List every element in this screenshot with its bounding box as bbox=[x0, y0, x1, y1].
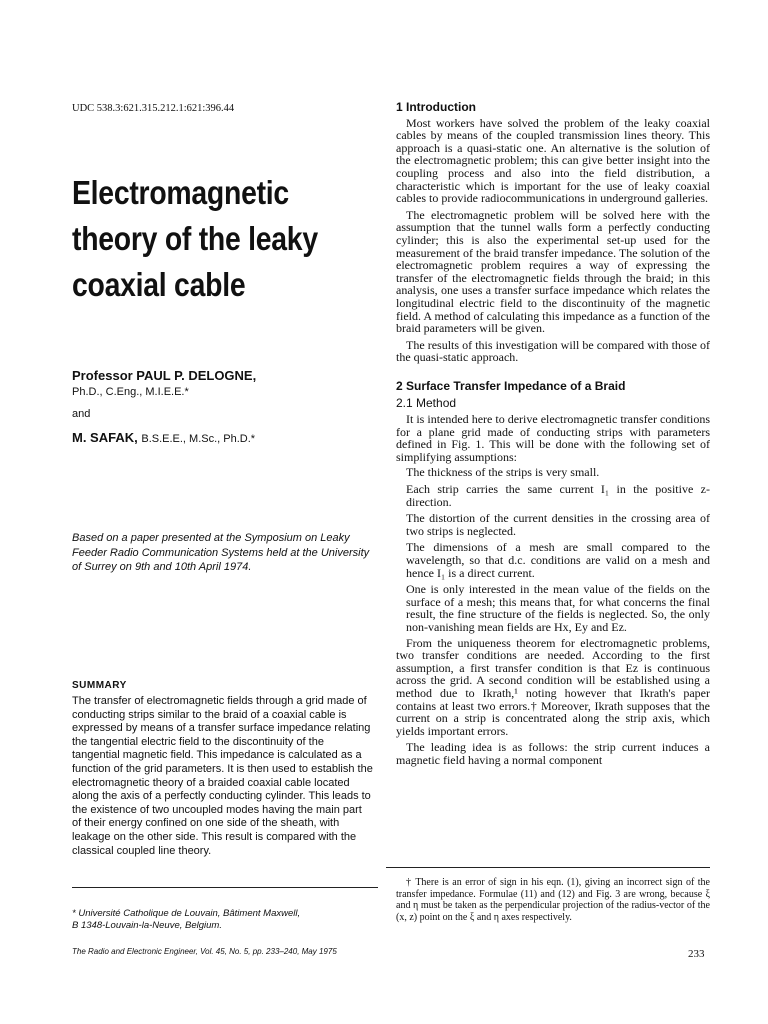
summary-heading: SUMMARY bbox=[72, 680, 127, 691]
footnote-divider bbox=[386, 867, 710, 868]
assumption-item: One is only interested in the mean value of the fields on the surface of a mesh; this means that, for what concerns the final result, the fine structure of the fields is neglected. So, the only non-vanishing mean fields are Hx, Ey and Ez. bbox=[406, 582, 710, 634]
section21-heading: 2.1 Method bbox=[396, 396, 457, 411]
author1-degrees: Ph.D., C.Eng., M.I.E.E.* bbox=[72, 386, 189, 398]
assumption-item: The distortion of the current densities in the crossing area of two strips is neglected. bbox=[406, 511, 710, 538]
summary-text: The transfer of electromagnetic fields through a grid made of conducting strips similar to the braid of a coaxial cable is expressed by means of a transfer surface impedance relating the tangential electric field to the discontinuity of the tangential magnetic field. This impedance is calculated as a function of the grid parameters. It is then used to establish the electromagnetic theory of a braided coaxial cable located along the axis of a perfectly conducting cylinder. This leads to the existence of two uncoupled modes having the main part of their energy confined on one side of the sheath, with leakage on the other side. This result is compared with the classical coupled line theory. bbox=[72, 695, 373, 857]
right-column bbox=[396, 101, 710, 767]
section1-paragraph: Most workers have solved the problem of the leaky coaxial cables by means of the coupled transmission lines theory. This approach is a quasi-static one. An alternative is the solution of the electromagnetic problem; this can give better insight into the coupling process and also into the field distribution, a characteristic which is important for the use of leaky coaxial cables to provide radiocommunications in underground galleries. bbox=[396, 115, 710, 206]
affiliation-line: * Université Catholique de Louvain, Bâtiment Maxwell, bbox=[72, 908, 301, 919]
section2-paragraph: The leading idea is as follows: the strip current induces a magnetic field having a normal component bbox=[396, 740, 710, 767]
section1-paragraph: The results of this investigation will be compared with those of the quasi-static approach. bbox=[396, 337, 710, 365]
title-line: Electromagnetic bbox=[72, 174, 289, 211]
author2-name: M. SAFAK, bbox=[72, 430, 138, 445]
section2-heading: 2 Surface Transfer Impedance of a Braid bbox=[396, 378, 626, 393]
udc-code: UDC 538.3:621.315.212.1:621:396.44 bbox=[72, 103, 235, 114]
section2-paragraph: It is intended here to derive electromagnetic transfer conditions for a plane grid made of conducting strips with parameters defined in Fig. 1. This will be done with the following set of simplifying assumptions: bbox=[396, 412, 710, 464]
section1-paragraph: The electromagnetic problem will be solved here with the assumption that the tunnel walls form a perfectly conducting cylinder; this is also the experimental set-up used for the measurement of the braid transfer impedance. The solution of the electromagnetic problem requires a way of expressing the transfer of the electromagnetic fields through the braid; in this analysis, one uses a transfer surface impedance which relates the longitudinal electric field to the discontinuity of the magnetic field. A method of calculating this impedance as a function of the braid parameters will be given. bbox=[396, 207, 710, 336]
affiliation bbox=[72, 908, 372, 932]
assumption-item: Each strip carries the same current I₁ in the positive z-direction. bbox=[406, 482, 710, 509]
title-line: theory of the leaky bbox=[72, 220, 318, 257]
footnote: † There is an error of sign in his eqn. (1), giving an incorrect sign of the transfer impedance. Formulae (11) and (12) and Fig. 3 are wrong, because ξ and η must be taken as the perpendicular projection of the radius-vector of the (x, z) point on the ξ and η axes respectively. bbox=[396, 877, 710, 923]
author2-degrees: B.S.E.E., M.Sc., Ph.D.* bbox=[141, 433, 256, 445]
section2-paragraph: From the uniqueness theorem for electromagnetic problems, two transfer conditions are needed. According to the first assumption, a first transfer condition is that Ez is continuous across the grid. A second condition will be established using a method due to Ikrath,¹ noting however that Ikrath's paper contains at least two errors.† Moreover, Ikrath supposes that the current on a strip is concentrated along the strip axis, which yields important errors. bbox=[396, 635, 710, 738]
based-on-note: Based on a paper presented at the Symposium on Leaky Feeder Radio Communication Systems held at the University of Surrey on 9th and 10th April 1974. bbox=[72, 532, 370, 573]
page-number: 233 bbox=[688, 948, 705, 960]
title-line: coaxial cable bbox=[72, 266, 246, 303]
author2 bbox=[72, 430, 255, 445]
assumption-item: The dimensions of a mesh are small compared to the wavelength, so that d.c. conditions are valid on a mesh and hence I₁ is a direct current. bbox=[406, 540, 710, 580]
affiliation-line: B 1348-Louvain-la-Neuve, Belgium. bbox=[72, 920, 222, 931]
section1-heading: 1 Introduction bbox=[396, 100, 476, 114]
left-divider bbox=[72, 887, 378, 888]
assumption-item: The thickness of the strips is very small. bbox=[406, 465, 600, 480]
journal-citation: The Radio and Electronic Engineer, Vol. 45, No. 5, pp. 233–240, May 1975 bbox=[72, 947, 337, 956]
article-title bbox=[72, 170, 330, 308]
and-text: and bbox=[72, 408, 91, 420]
author1-name: Professor PAUL P. DELOGNE, bbox=[72, 368, 257, 383]
